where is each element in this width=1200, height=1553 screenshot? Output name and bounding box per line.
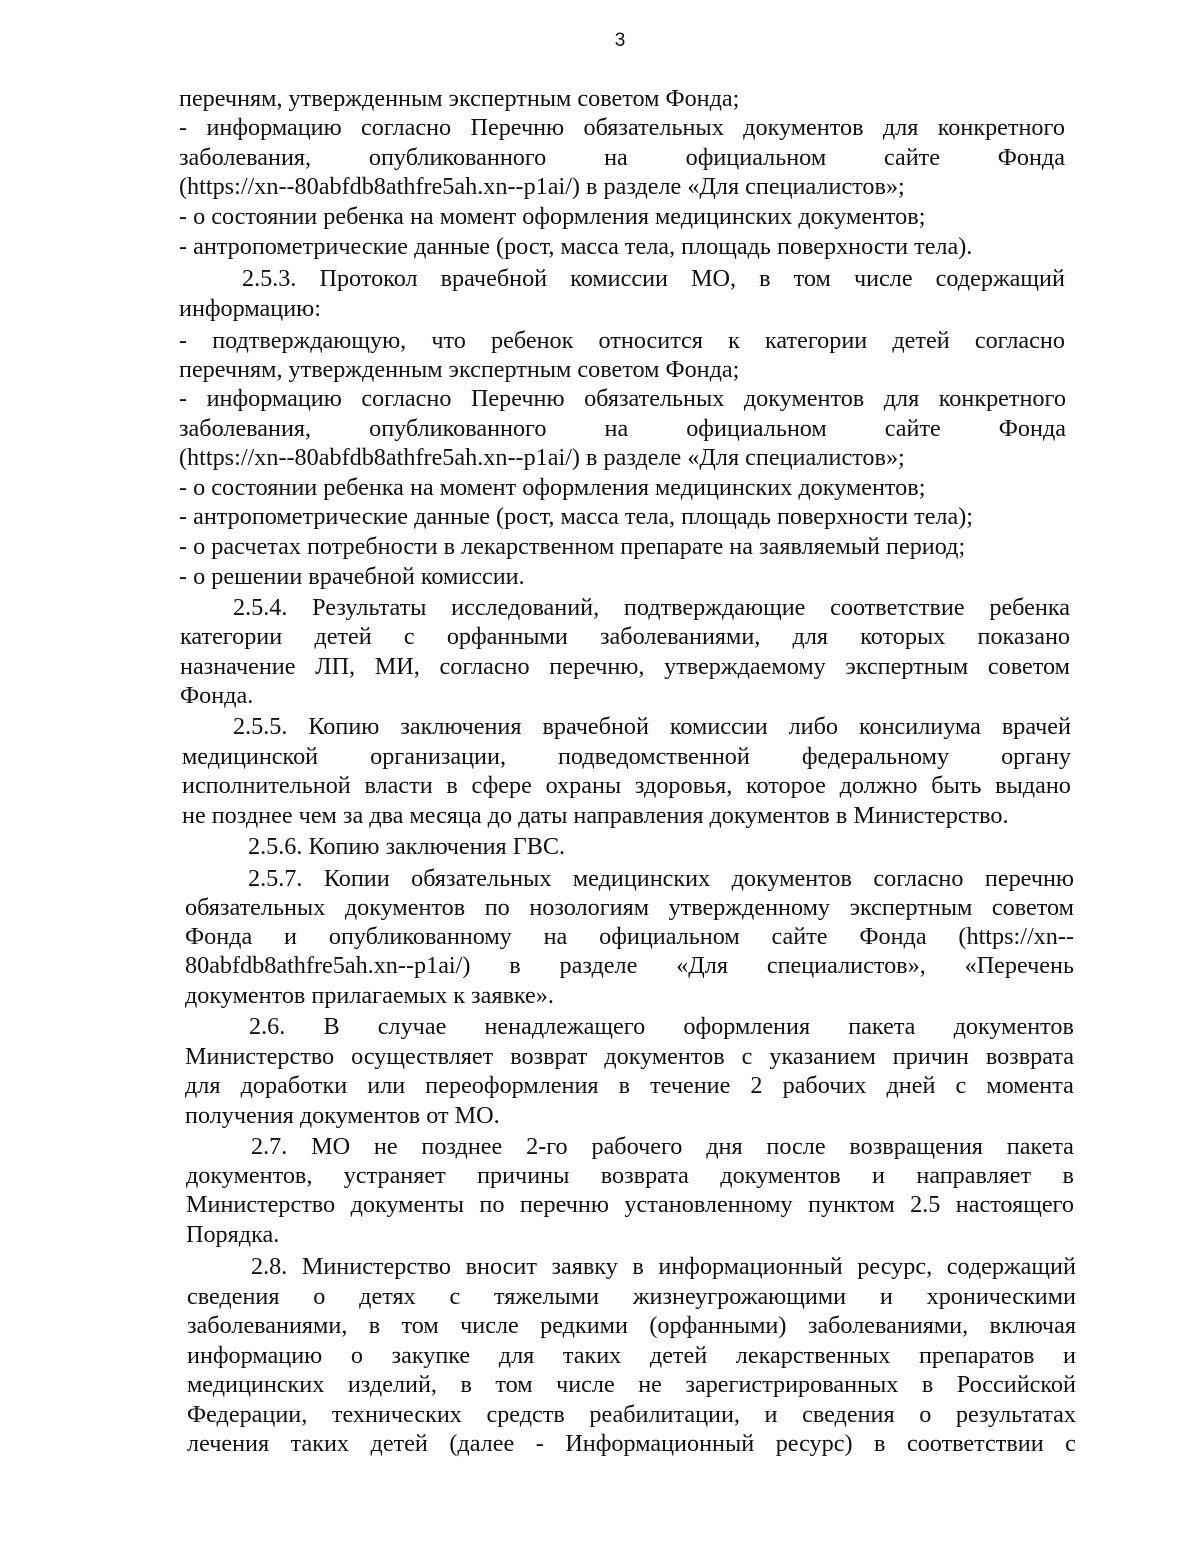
word: консилиума bbox=[858, 713, 981, 740]
word: том bbox=[401, 1312, 439, 1339]
word: 2-го bbox=[526, 1133, 568, 1160]
word: в bbox=[759, 265, 771, 292]
word: заболеваниями, bbox=[600, 623, 761, 650]
word: и bbox=[1063, 1342, 1076, 1369]
text-line bbox=[179, 143, 1065, 172]
word: экспертным bbox=[849, 894, 973, 921]
word: с bbox=[955, 1072, 967, 1099]
word: власти bbox=[364, 772, 433, 799]
word: Федерации, bbox=[187, 1401, 308, 1428]
word: ребенок bbox=[491, 327, 574, 354]
word: обязательных bbox=[185, 894, 326, 921]
word: показано bbox=[977, 623, 1070, 650]
word: обязательных bbox=[411, 865, 552, 892]
word: для bbox=[498, 1342, 535, 1369]
word: что bbox=[431, 327, 466, 354]
word: - bbox=[535, 1430, 544, 1457]
word: том bbox=[495, 1371, 533, 1398]
word: осуществляет bbox=[351, 1043, 494, 1070]
word: документов bbox=[344, 894, 466, 921]
word: Копии bbox=[323, 865, 390, 892]
word: документы bbox=[350, 1191, 464, 1218]
text-line bbox=[180, 652, 1070, 681]
word: (орфанными) bbox=[649, 1312, 787, 1339]
word: информацию bbox=[206, 385, 342, 412]
word: утверждаемому bbox=[664, 653, 826, 680]
word: информацию bbox=[187, 1342, 323, 1369]
word: лечения bbox=[187, 1430, 270, 1457]
word: - bbox=[179, 327, 188, 354]
word: результатах bbox=[955, 1401, 1076, 1428]
text-line bbox=[185, 922, 1074, 951]
text-line: информацию: bbox=[179, 295, 321, 322]
text-line bbox=[182, 771, 1071, 800]
word: выдано bbox=[995, 772, 1071, 799]
word: перечню bbox=[519, 1191, 609, 1218]
word: 2.5.7. bbox=[248, 865, 303, 892]
word: подтверждающую, bbox=[212, 327, 407, 354]
word: детей bbox=[649, 1342, 708, 1369]
word: нозологиям bbox=[529, 894, 650, 921]
word: пунктом bbox=[808, 1191, 895, 1218]
word: врачей bbox=[1001, 713, 1071, 740]
word: Фонда bbox=[998, 415, 1066, 442]
text-line: - антропометрические данные (рост, масса тела, площадь поверхности тела). bbox=[179, 233, 973, 260]
word: заболеваниями, bbox=[807, 1312, 969, 1339]
word: по bbox=[484, 894, 510, 921]
text-line bbox=[251, 1132, 1074, 1161]
word: советом bbox=[991, 894, 1074, 921]
word: возврата bbox=[600, 1162, 689, 1189]
word: Информационный bbox=[565, 1430, 755, 1457]
word: согласно bbox=[361, 114, 452, 141]
text-line bbox=[185, 893, 1074, 922]
word: дня bbox=[706, 1133, 743, 1160]
word: перечню bbox=[984, 865, 1074, 892]
word: исследований, bbox=[451, 594, 600, 621]
word: МО, bbox=[691, 265, 737, 292]
word: медицинских bbox=[572, 865, 711, 892]
text-line bbox=[186, 1161, 1074, 1190]
word: согласно bbox=[974, 327, 1065, 354]
word: 2.6. bbox=[249, 1013, 286, 1040]
word: медицинской bbox=[182, 743, 319, 770]
word: обязательных bbox=[584, 385, 725, 412]
text-line: (https://xn--80abfdb8athfre5ah.xn--p1ai/) в разделе «Для специалистов»; bbox=[179, 444, 905, 471]
word: детей bbox=[314, 623, 372, 650]
word: - bbox=[179, 385, 188, 412]
word: рабочих bbox=[782, 1072, 867, 1099]
word: согласно bbox=[873, 865, 964, 892]
word: таких bbox=[562, 1342, 622, 1369]
text-line: Порядка. bbox=[186, 1221, 280, 1248]
word: согласно bbox=[439, 653, 530, 680]
word: оформления bbox=[683, 1013, 811, 1040]
text-line: документов прилагаемых к заявке». bbox=[185, 982, 554, 1009]
word: жизнеугрожающими bbox=[632, 1283, 847, 1310]
word: для bbox=[883, 385, 920, 412]
text-line bbox=[248, 864, 1074, 893]
word: документов bbox=[731, 865, 852, 892]
word: соответствии bbox=[906, 1430, 1044, 1457]
text-line: перечням, утвержденным экспертным советом Фонда; bbox=[179, 356, 740, 383]
text-line bbox=[251, 1252, 1076, 1281]
text-line bbox=[186, 1190, 1074, 1219]
word: которое bbox=[745, 772, 826, 799]
word: включая bbox=[989, 1312, 1076, 1339]
word: сайте bbox=[884, 415, 941, 442]
text-line: - о решении врачебной комиссии. bbox=[179, 563, 525, 590]
word: опубликованного bbox=[369, 415, 547, 442]
word: не bbox=[373, 1133, 398, 1160]
word: и bbox=[284, 923, 297, 950]
text-line bbox=[242, 264, 1065, 293]
word: зарегистрированных bbox=[685, 1371, 899, 1398]
word: «Для bbox=[676, 952, 728, 979]
word: возврата bbox=[985, 1043, 1074, 1070]
word: сайте bbox=[771, 923, 828, 950]
text-line bbox=[187, 1341, 1076, 1370]
word: детей bbox=[892, 327, 950, 354]
word: Перечню bbox=[470, 385, 565, 412]
word: и bbox=[879, 1283, 893, 1310]
word: 2.8. bbox=[251, 1253, 288, 1280]
text-line bbox=[182, 742, 1071, 771]
word: случае bbox=[377, 1013, 447, 1040]
word: о bbox=[919, 1401, 932, 1428]
word: 2.5.3. bbox=[242, 265, 297, 292]
word: заявку bbox=[551, 1253, 618, 1280]
word: которых bbox=[860, 623, 946, 650]
word: вносит bbox=[465, 1253, 537, 1280]
word: информационный bbox=[658, 1253, 843, 1280]
word: технических bbox=[331, 1401, 462, 1428]
text-line bbox=[233, 593, 1070, 622]
text-line: - антропометрические данные (рост, масса тела, площадь поверхности тела); bbox=[179, 503, 974, 530]
word: подведомственной bbox=[557, 743, 750, 770]
text-line: не позднее чем за два месяца до даты направления документов в Министерство. bbox=[182, 802, 1009, 829]
word: реабилитации, bbox=[589, 1401, 740, 1428]
word: о bbox=[313, 1283, 326, 1310]
text-line bbox=[180, 622, 1070, 651]
word: сведения bbox=[187, 1283, 280, 1310]
word: позднее bbox=[421, 1133, 503, 1160]
word: причин bbox=[892, 1043, 969, 1070]
word: Протокол bbox=[319, 265, 418, 292]
word: документов bbox=[953, 1013, 1074, 1040]
word: 2.5 bbox=[910, 1191, 941, 1218]
word: обязательных bbox=[583, 114, 724, 141]
text-line: получения документов от МО. bbox=[185, 1102, 500, 1129]
word: Перечню bbox=[470, 114, 565, 141]
word: в bbox=[618, 1072, 631, 1099]
word: в bbox=[921, 1371, 934, 1398]
word: «Перечень bbox=[964, 952, 1074, 979]
word: 80abfdb8athfre5ah.xn--p1ai/) bbox=[185, 952, 471, 979]
word: к bbox=[728, 327, 740, 354]
word: направляет bbox=[916, 1162, 1032, 1189]
word: для bbox=[185, 1072, 221, 1099]
word: с bbox=[1065, 1430, 1076, 1457]
word: врачебной bbox=[440, 265, 548, 292]
word: закупке bbox=[391, 1342, 471, 1369]
word: федеральному bbox=[801, 743, 950, 770]
word: должно bbox=[839, 772, 918, 799]
word: детях bbox=[359, 1283, 416, 1310]
text-line bbox=[179, 326, 1065, 355]
word: содержащий bbox=[946, 1253, 1076, 1280]
text-line bbox=[187, 1400, 1076, 1429]
word: на bbox=[543, 923, 568, 950]
word: в bbox=[460, 1371, 472, 1398]
word: сведения bbox=[802, 1401, 895, 1428]
word: не bbox=[638, 1371, 662, 1398]
word: конкретного bbox=[937, 114, 1065, 141]
word: редкими bbox=[540, 1312, 628, 1339]
word: здоровья, bbox=[634, 772, 733, 799]
word: 2.5.4. bbox=[233, 594, 288, 621]
word: для bbox=[792, 623, 829, 650]
text-line bbox=[249, 1012, 1074, 1041]
word: организации, bbox=[370, 743, 506, 770]
word: числе bbox=[853, 265, 913, 292]
word: устраняет bbox=[343, 1162, 446, 1189]
word: заболевания, bbox=[179, 415, 312, 442]
page-number: 3 bbox=[614, 30, 626, 51]
word: орфанными bbox=[446, 623, 568, 650]
word: средств bbox=[486, 1401, 565, 1428]
word: быть bbox=[931, 772, 982, 799]
text-line bbox=[187, 1282, 1076, 1311]
word: исполнительной bbox=[182, 772, 351, 799]
word: заболеваниями, bbox=[187, 1312, 348, 1339]
word: изделий, bbox=[347, 1371, 437, 1398]
word: Результаты bbox=[312, 594, 427, 621]
word: на bbox=[604, 415, 629, 442]
word: указанием bbox=[769, 1043, 876, 1070]
word: тяжелыми bbox=[493, 1283, 600, 1310]
word: перечню, bbox=[549, 653, 645, 680]
word: Фонда bbox=[859, 923, 927, 950]
word: дней bbox=[886, 1072, 936, 1099]
text-line: перечням, утвержденным экспертным советом Фонда; bbox=[179, 85, 740, 112]
word: документов bbox=[743, 385, 865, 412]
text-line bbox=[185, 951, 1074, 980]
word: Министерство bbox=[185, 1043, 335, 1070]
word: пакета bbox=[1006, 1133, 1074, 1160]
word: ресурс) bbox=[775, 1430, 853, 1457]
word: с bbox=[449, 1283, 461, 1310]
word: охраны bbox=[545, 772, 622, 799]
word: опубликованному bbox=[328, 923, 512, 950]
word: - bbox=[179, 114, 188, 141]
word: о bbox=[350, 1342, 363, 1369]
word: соответствие bbox=[830, 594, 965, 621]
word: Фонда bbox=[997, 144, 1065, 171]
text-line bbox=[187, 1311, 1076, 1340]
word: и bbox=[872, 1162, 885, 1189]
word: ребенка bbox=[989, 594, 1070, 621]
word: в bbox=[509, 952, 521, 979]
word: советом bbox=[987, 653, 1070, 680]
word: ЛП, bbox=[315, 653, 356, 680]
word: официальном bbox=[685, 144, 827, 171]
text-line bbox=[233, 712, 1071, 741]
word: информацию bbox=[206, 114, 342, 141]
text-line bbox=[185, 1071, 1074, 1100]
word: детей bbox=[370, 1430, 428, 1457]
text-line bbox=[179, 414, 1066, 443]
word: содержащий bbox=[935, 265, 1065, 292]
word: препаратов bbox=[918, 1342, 1035, 1369]
word: категории bbox=[180, 623, 283, 650]
word: в bbox=[368, 1312, 381, 1339]
word: числе bbox=[556, 1371, 615, 1398]
word: хроническими bbox=[926, 1283, 1076, 1310]
word: врачебной bbox=[542, 713, 649, 740]
word: по bbox=[479, 1191, 505, 1218]
word: момента bbox=[986, 1072, 1074, 1099]
text-line bbox=[179, 113, 1065, 142]
text-line: (https://xn--80abfdb8athfre5ah.xn--p1ai/) в разделе «Для специалистов»; bbox=[179, 173, 905, 200]
word: числе bbox=[460, 1312, 519, 1339]
word: Копию bbox=[308, 713, 380, 740]
word: категории bbox=[765, 327, 868, 354]
word: специалистов», bbox=[766, 952, 926, 979]
text-line: 2.5.6. Копию заключения ГВС. bbox=[248, 833, 566, 860]
word: комиссии bbox=[570, 265, 668, 292]
word: Министерство bbox=[186, 1191, 336, 1218]
word: заболевания, bbox=[179, 144, 312, 171]
word: 2 bbox=[750, 1072, 763, 1099]
word: документов bbox=[743, 114, 864, 141]
word: экспертным bbox=[845, 653, 969, 680]
text-line bbox=[187, 1370, 1076, 1399]
word: том bbox=[793, 265, 831, 292]
word: МО bbox=[311, 1133, 351, 1160]
word: с bbox=[403, 623, 415, 650]
word: сайте bbox=[883, 144, 940, 171]
word: относится bbox=[598, 327, 703, 354]
word: в bbox=[874, 1430, 886, 1457]
word: лекарственных bbox=[735, 1342, 891, 1369]
word: назначение bbox=[180, 653, 296, 680]
word: утвержденному bbox=[668, 894, 831, 921]
word: 2.5.5. bbox=[233, 713, 288, 740]
word: возвращения bbox=[849, 1133, 983, 1160]
word: для bbox=[882, 114, 919, 141]
word: причины bbox=[477, 1162, 570, 1189]
word: В bbox=[323, 1013, 340, 1040]
text-line: - о состоянии ребенка на момент оформления медицинских документов; bbox=[179, 474, 926, 501]
word: документов bbox=[720, 1162, 841, 1189]
word: официальном bbox=[599, 923, 740, 950]
word: документов bbox=[604, 1043, 725, 1070]
word: и bbox=[764, 1401, 778, 1428]
word: конкретного bbox=[938, 385, 1066, 412]
word: Фонда bbox=[185, 923, 253, 950]
word: пакета bbox=[848, 1013, 916, 1040]
word: возврат bbox=[510, 1043, 588, 1070]
word: в bbox=[446, 772, 458, 799]
word: в bbox=[1062, 1162, 1074, 1189]
text-line bbox=[179, 384, 1066, 413]
word: органу bbox=[1001, 743, 1071, 770]
word: Российской bbox=[956, 1371, 1076, 1398]
word: сфере bbox=[471, 772, 532, 799]
word: заключения bbox=[400, 713, 522, 740]
word: (далее bbox=[449, 1430, 515, 1457]
word: доработки bbox=[240, 1072, 348, 1099]
word: или bbox=[367, 1072, 406, 1099]
word: после bbox=[766, 1133, 826, 1160]
text-line: - о расчетах потребности в лекарственном препарате на заявляемый период; bbox=[179, 533, 966, 560]
word: установленному bbox=[624, 1191, 793, 1218]
word: документов, bbox=[186, 1162, 313, 1189]
word: течение bbox=[650, 1072, 731, 1099]
word: либо bbox=[788, 713, 839, 740]
text-line bbox=[185, 1042, 1074, 1071]
word: таких bbox=[290, 1430, 350, 1457]
word: рабочего bbox=[591, 1133, 683, 1160]
word: переоформления bbox=[425, 1072, 599, 1099]
text-line: - о состоянии ребенка на момент оформления медицинских документов; bbox=[179, 203, 926, 230]
text-line: Фонда. bbox=[180, 682, 254, 709]
word: Министерство bbox=[301, 1253, 451, 1280]
text-line bbox=[187, 1429, 1076, 1458]
word: настоящего bbox=[955, 1191, 1074, 1218]
word: ресурс, bbox=[857, 1253, 933, 1280]
word: опубликованного bbox=[368, 144, 547, 171]
word: согласно bbox=[361, 385, 452, 412]
word: официальном bbox=[686, 415, 827, 442]
word: на bbox=[604, 144, 628, 171]
word: комиссии bbox=[669, 713, 768, 740]
word: подтверждающие bbox=[623, 594, 806, 621]
word: (https://xn-- bbox=[958, 923, 1074, 950]
word: в bbox=[632, 1253, 644, 1280]
word: медицинских bbox=[187, 1371, 325, 1398]
word: разделе bbox=[559, 952, 638, 979]
word: с bbox=[741, 1043, 753, 1070]
word: ненадлежащего bbox=[484, 1013, 646, 1040]
word: 2.7. bbox=[251, 1133, 288, 1160]
word: МИ, bbox=[374, 653, 420, 680]
